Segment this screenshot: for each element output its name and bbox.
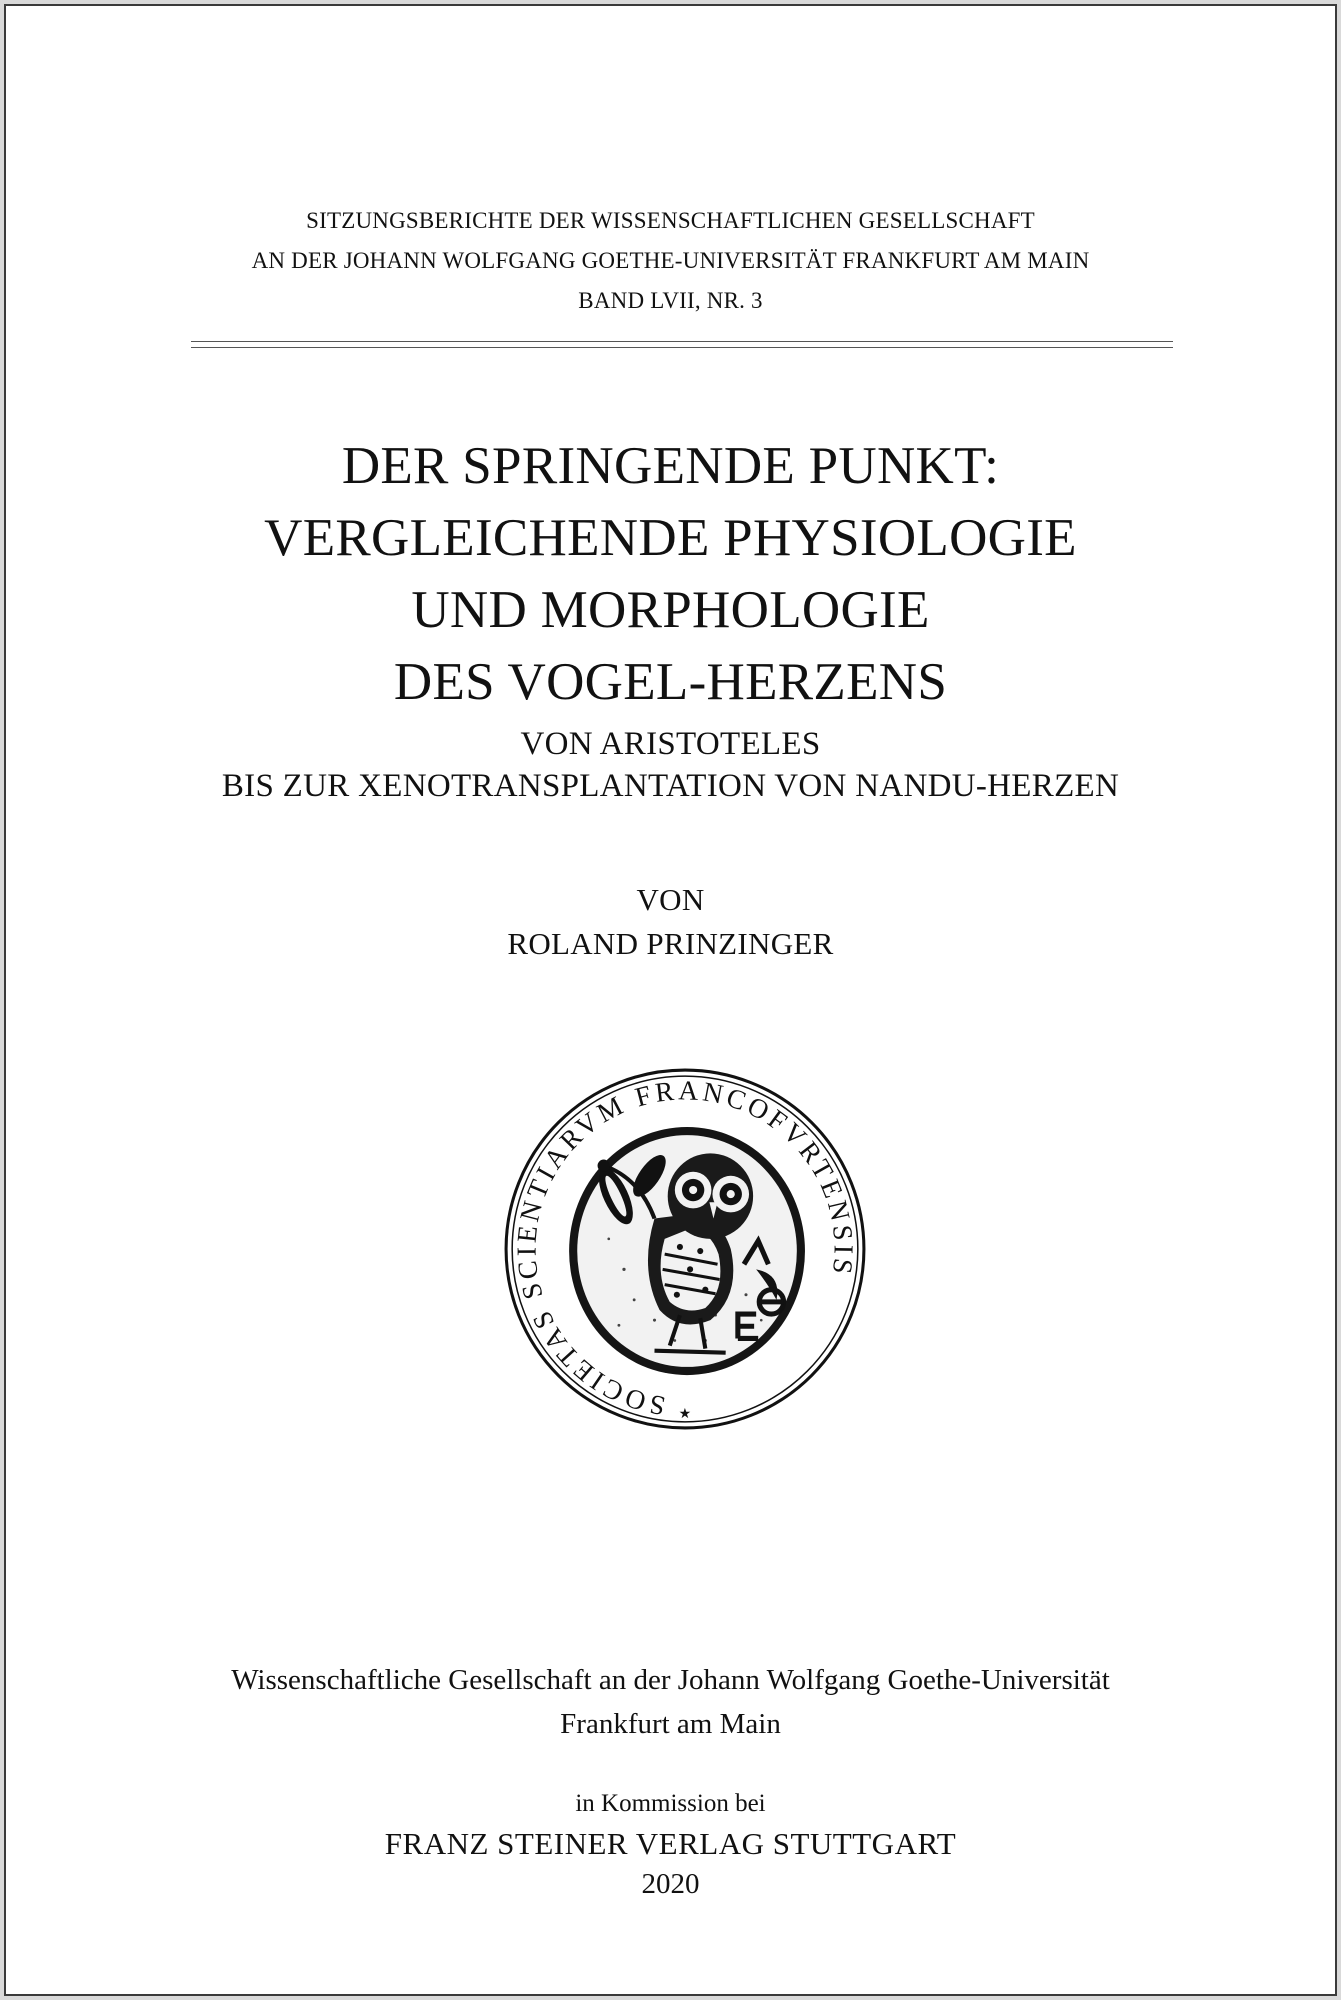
series-line-1: SITZUNGSBERICHTE DER WISSENSCHAFTLICHEN GESELLSCHAFT (306, 208, 1035, 233)
subtitle-line-2: BIS ZUR XENOTRANSPLANTATION VON NANDU-HERZEN (221, 768, 1120, 804)
publisher-line-1: Wissenschaftliche Gesellschaft an der Johann Wolfgang Goethe-Universität (231, 1664, 1110, 1696)
seal-inscription: SOCIETAS SCIENTIARVM FRANCOFVRTENSIS (511, 1075, 859, 1422)
title-line-2: VERGLEICHENDE PHYSIOLOGIE (264, 509, 1077, 567)
svg-text:★: ★ (678, 1405, 692, 1422)
series-line-2: AN DER JOHANN WOLFGANG GOETHE-UNIVERSITÄT FRANKFURT AM MAIN (251, 248, 1090, 273)
publisher-press: FRANZ STEINER VERLAG STUTTGART (384, 1826, 957, 1861)
owl-seal-icon (502, 1066, 868, 1432)
author-name: ROLAND PRINZINGER (507, 926, 834, 961)
title-line-3: UND MORPHOLOGIE (411, 581, 930, 639)
author-by: VON (636, 882, 705, 917)
subtitle-line-1: VON ARISTOTELES (520, 726, 821, 762)
title-line-1: DER SPRINGENDE PUNKT: (341, 437, 1000, 495)
series-line-3: BAND LVII, NR. 3 (578, 288, 763, 313)
title-line-4: DES VOGEL-HERZENS (393, 653, 948, 711)
divider-rule-bottom (191, 347, 1173, 348)
publisher-commission: in Kommission bei (575, 1790, 766, 1817)
book-cover (4, 4, 1337, 1996)
publisher-line-2: Frankfurt am Main (560, 1708, 781, 1740)
divider-rule-top (191, 341, 1173, 342)
publisher-year: 2020 (641, 1868, 700, 1900)
